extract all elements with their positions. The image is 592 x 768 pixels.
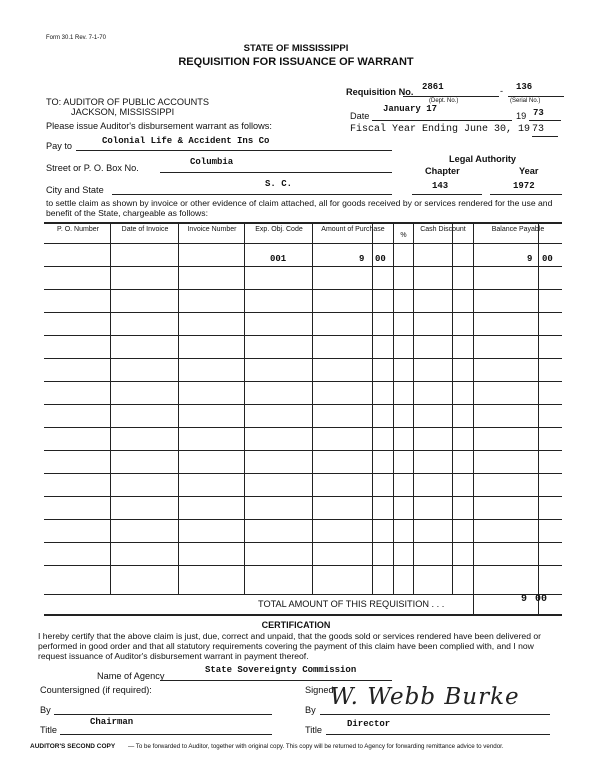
legal-authority-title: Legal Authority: [449, 154, 517, 164]
chapter-value: 143: [432, 181, 449, 191]
total-label: TOTAL AMOUNT OF THIS REQUISITION . . .: [258, 599, 445, 609]
col-po: P. O. Number: [57, 226, 99, 233]
countersigned-label: Countersigned (if required):: [40, 685, 152, 695]
pay-to-label: Pay to: [46, 141, 73, 151]
street-label: Street or P. O. Box No.: [46, 163, 139, 173]
certification-title: CERTIFICATION: [261, 620, 331, 630]
street-value: Columbia: [190, 157, 234, 167]
chapter-label: Chapter: [425, 166, 460, 176]
left-by-label: By: [40, 705, 51, 715]
to-line1: TO: AUDITOR OF PUBLIC ACCOUNTS: [46, 97, 210, 107]
col-pct: %: [400, 232, 407, 239]
col-amount: Amount of Purchase: [321, 226, 385, 233]
copy-label: AUDITOR'S SECOND COPY: [30, 743, 116, 750]
left-title-value: Chairman: [90, 717, 134, 727]
col-balance: Balance Payable: [491, 226, 545, 233]
footer-text: — To be forwarded to Auditor, together with original copy. This copy will be returned to Agency for forwarding remittance advice to vendor.: [128, 743, 504, 750]
fiscal-year: 73: [532, 124, 545, 135]
row1-amount-dollars: 9: [359, 254, 365, 264]
row1-balance-dollars: 9: [527, 254, 533, 264]
col-cash: Cash Discount: [420, 226, 466, 233]
form-title: REQUISITION FOR ISSUANCE OF WARRANT: [178, 56, 414, 68]
legal-year-value: 1972: [513, 181, 535, 191]
certification-text: I hereby certify that the above claim is just, due, correct and unpaid, that the goods sold or services rendered have been delivered or performed in good order and that all statutory requirements covering the payment of this claim have been complied with, and I now request issuance of Auditor's disbursement warrant in payment thereof.: [38, 631, 542, 661]
col-date: Date of Invoice: [121, 226, 169, 233]
left-title-label: Title: [40, 725, 58, 735]
right-by-label: By: [305, 705, 316, 715]
agency-value: State Sovereignty Commission: [205, 665, 357, 675]
col-exp: Exp. Obj. Code: [255, 226, 303, 233]
year-value: 73: [533, 108, 544, 118]
row1-balance-cents: 00: [542, 254, 553, 264]
date-label: Date: [350, 111, 370, 121]
total-dollars: 9: [521, 594, 528, 605]
dept-no: 2861: [422, 82, 444, 92]
signature-image: W. Webb Burke: [330, 684, 520, 710]
requisition-label: Requisition No.: [346, 87, 414, 97]
pay-to-value: Colonial Life & Accident Ins Co: [102, 136, 270, 146]
date-value: January 17: [383, 104, 438, 114]
city-label: City and State: [46, 185, 104, 195]
instruction: Please issue Auditor's disbursement warrant as follows:: [46, 121, 272, 131]
row1-exp-code: 001: [270, 254, 287, 264]
fiscal-label: Fiscal Year Ending June 30, 19: [350, 124, 531, 135]
signed-label: Signed:: [305, 685, 337, 695]
legal-year-label: Year: [519, 166, 539, 176]
agency-label: Name of Agency: [97, 671, 165, 681]
year-prefix: 19: [516, 111, 527, 121]
serial-caption: (Serial No.): [510, 98, 541, 104]
settle-text: to settle claim as shown by invoice or other evidence of claim attached, all for goods received by or services rendered for the use and benefit of the State, chargeable as follows:: [46, 198, 553, 218]
serial-no: 136: [516, 82, 533, 92]
state-title: STATE OF MISSISSIPPI: [243, 43, 349, 54]
dept-caption: (Dept. No.): [429, 98, 459, 104]
right-title-label: Title: [305, 725, 323, 735]
total-cents: 00: [535, 594, 548, 605]
to-line2: JACKSON, MISSISSIPPI: [71, 107, 175, 117]
right-title-value: Director: [347, 719, 391, 729]
city-value: S. C.: [265, 179, 293, 189]
form-number: Form 30.1 Rev. 7-1-70: [46, 35, 106, 41]
col-invoice: Invoice Number: [187, 226, 237, 233]
row1-amount-cents: 00: [375, 254, 386, 264]
